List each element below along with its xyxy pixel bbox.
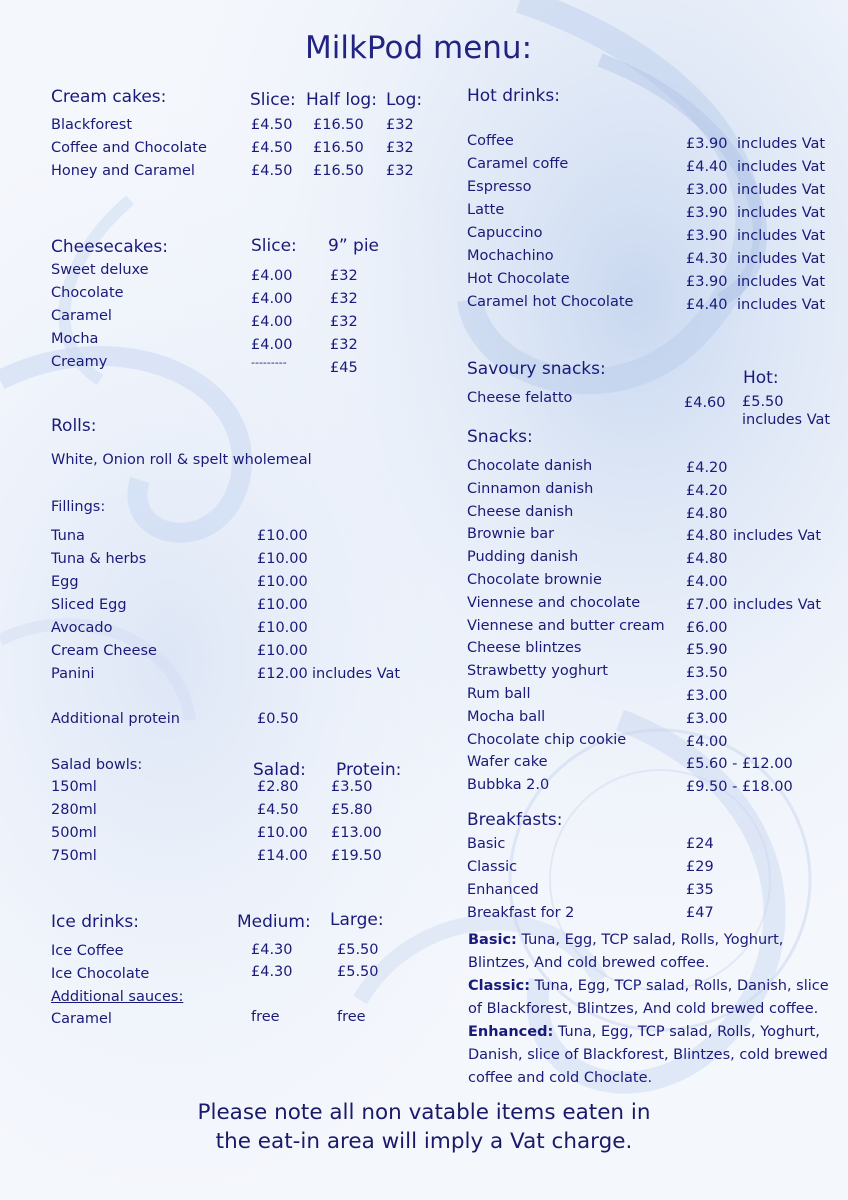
item-name: Coffee and Chocolate [51, 140, 207, 156]
list-item [467, 202, 837, 225]
list-item [51, 331, 411, 354]
list-item [467, 640, 837, 663]
vat-notice-line-1: Please note all non vatable items eaten in [197, 1100, 651, 1125]
list-item [467, 133, 837, 156]
item-name: Pudding danish [467, 549, 579, 566]
item-price: £10.00 [257, 551, 308, 567]
item-size: 150ml [51, 779, 97, 795]
list-item [467, 882, 837, 905]
item-name: Creamy [51, 354, 108, 370]
sauces-heading: Additional sauces: [51, 989, 184, 1005]
vat-note: includes Vat [742, 412, 831, 428]
item-price: £32 [330, 314, 358, 330]
item-price: free [251, 1009, 280, 1025]
item-price: £45 [330, 360, 358, 376]
item-price: £4.80 [686, 528, 728, 545]
vat-note: includes Vat [737, 136, 826, 152]
breakfast-description-basic [468, 929, 838, 975]
item-name: Panini [51, 666, 95, 682]
cream-cakes-col-halflog: Half log: [306, 90, 377, 110]
salad-bowls-list [51, 779, 431, 871]
item-price: £12.00 [257, 666, 308, 682]
list-item [51, 848, 431, 871]
description-label: Basic: [468, 932, 517, 948]
item-price: £16.50 [313, 140, 364, 156]
list-item [467, 156, 837, 179]
item-name: Chocolate danish [467, 458, 593, 474]
cream-cakes-col-log: Log: [386, 90, 423, 110]
item-price: £29 [686, 859, 714, 875]
list-item [467, 595, 837, 618]
list-item [467, 709, 837, 732]
item-size: 500ml [51, 825, 97, 841]
cream-cakes-col-slice: Slice: [250, 90, 296, 110]
item-price: £4.50 [251, 163, 293, 179]
item-price: £32 [386, 163, 414, 179]
list-item [467, 686, 837, 709]
item-price: £32 [330, 291, 358, 307]
item-price: £47 [686, 905, 714, 921]
salad-bowls-col-protein: Protein: [336, 760, 402, 780]
breakfast-description-enhanced [468, 1021, 838, 1090]
item-name: Classic [467, 859, 518, 875]
item-name: Rum ball [467, 685, 531, 702]
item-price: £4.20 [686, 460, 728, 476]
item-name: Caramel [51, 308, 112, 324]
list-item [467, 859, 837, 882]
item-price: £32 [330, 337, 358, 353]
item-name: Strawbetty yoghurt [467, 663, 608, 680]
item-name: Espresso [467, 179, 532, 195]
list-item [51, 666, 431, 689]
ice-drinks-col-medium: Medium: [237, 912, 311, 932]
item-name: Mochachino [467, 248, 554, 264]
item-price: £3.90 [686, 274, 728, 290]
list-item [467, 549, 837, 572]
cheesecakes-list [51, 262, 411, 377]
savoury-item-name: Cheese felatto [467, 390, 573, 406]
item-name: Caramel hot Chocolate [467, 294, 634, 310]
list-item [467, 572, 837, 595]
item-name: Honey and Caramel [51, 163, 195, 179]
item-price: £5.50 [337, 964, 379, 980]
cream-cakes-list [51, 117, 431, 186]
vat-notice [0, 1098, 848, 1156]
list-item [51, 163, 431, 186]
list-item [51, 643, 431, 666]
item-price: £4.00 [251, 337, 293, 353]
item-name: Bubbka 2.0 [467, 777, 550, 794]
list-item [467, 294, 837, 317]
fillings-list [51, 528, 431, 689]
item-name: Additional protein [51, 711, 180, 727]
vat-note: includes Vat [733, 596, 822, 613]
item-price: £3.00 [686, 687, 728, 704]
description-label: Classic: [468, 978, 531, 994]
cheesecakes-heading: Cheesecakes: [51, 237, 168, 257]
list-item [51, 551, 431, 574]
item-name: Cheese danish [467, 503, 574, 520]
item-price: £5.50 [337, 942, 379, 958]
item-price: £4.30 [251, 942, 293, 958]
item-name: Latte [467, 202, 505, 218]
salad-bowls-heading: Salad bowls: [51, 757, 143, 773]
list-item [51, 620, 431, 643]
list-item [51, 779, 431, 802]
cheesecakes-col-slice: Slice: [251, 236, 297, 256]
vat-note: includes Vat [737, 205, 826, 221]
list-item [51, 802, 431, 825]
item-name: Caramel coffe [467, 156, 569, 172]
list-item [51, 966, 431, 989]
item-name: Egg [51, 574, 79, 590]
item-name: Ice Coffee [51, 943, 124, 959]
breakfast-description-classic [468, 975, 838, 1021]
page-title: MilkPod menu: [305, 30, 533, 66]
savoury-snacks-heading: Savoury snacks: [467, 359, 606, 379]
item-price: --------- [251, 356, 287, 369]
list-item [467, 618, 837, 641]
item-price: £4.30 [686, 251, 728, 267]
item-price: £6.00 [686, 619, 728, 636]
description-label: Enhanced: [468, 1024, 554, 1040]
item-name: Breakfast for 2 [467, 905, 575, 921]
item-price: £35 [686, 882, 714, 898]
item-name: Basic [467, 836, 506, 852]
list-item [467, 504, 837, 527]
vat-note: includes Vat [737, 297, 826, 313]
item-price: £10.00 [257, 643, 308, 659]
list-item [51, 354, 411, 377]
item-price: £4.20 [686, 482, 728, 499]
item-price: free [337, 1009, 366, 1025]
item-price: £2.80 [257, 779, 299, 795]
item-price: £4.50 [251, 140, 293, 156]
item-name: Tuna [51, 528, 85, 544]
list-item [467, 777, 837, 800]
vat-note: includes Vat [737, 228, 826, 244]
breakfast-descriptions [468, 929, 838, 1090]
item-name: Chocolate [51, 285, 124, 301]
item-price: £7.00 [686, 596, 728, 613]
item-price: £4.00 [251, 291, 293, 307]
item-size: 280ml [51, 802, 97, 818]
ice-drinks-col-large: Large: [330, 910, 384, 930]
item-size: 750ml [51, 848, 97, 864]
item-price: £4.00 [686, 733, 728, 750]
item-price: £32 [386, 117, 414, 133]
cream-cakes-heading: Cream cakes: [51, 87, 167, 107]
item-price: £13.00 [331, 825, 382, 841]
list-item [467, 663, 837, 686]
item-price: £3.50 [331, 779, 373, 795]
item-price: £32 [386, 140, 414, 156]
item-price: £10.00 [257, 620, 308, 636]
list-item [467, 836, 837, 859]
list-item [51, 140, 431, 163]
item-name: Mocha [51, 331, 99, 347]
vat-note: includes Vat [737, 274, 826, 290]
item-price: £5.90 [686, 642, 728, 659]
ice-drinks-list [51, 943, 431, 989]
list-item [51, 117, 431, 140]
vat-note: includes Vat [733, 528, 822, 545]
item-name: Coffee [467, 133, 514, 149]
item-price: £3.90 [686, 136, 728, 152]
additional-protein [51, 711, 431, 734]
snacks-heading: Snacks: [467, 427, 533, 447]
item-price: £10.00 [257, 528, 308, 544]
item-price: £10.00 [257, 597, 308, 613]
hot-drinks-list [467, 133, 837, 317]
item-price: £3.90 [686, 228, 728, 244]
item-price: £19.50 [331, 848, 382, 864]
description-text: Tuna, Egg, TCP salad, Rolls, Danish, slice of Blackforest, Blintzes, And cold brewed coffee. [468, 978, 829, 1017]
item-price: £24 [686, 836, 714, 852]
item-name: Chocolate chip cookie [467, 731, 627, 748]
vat-note: includes Vat [737, 182, 826, 198]
list-item [467, 179, 837, 202]
list-item [51, 285, 411, 308]
item-price: £10.00 [257, 825, 308, 841]
item-price: £4.40 [686, 159, 728, 175]
item-price: £4.40 [686, 297, 728, 313]
item-price: £4.80 [686, 551, 728, 568]
item-price: £4.00 [251, 268, 293, 284]
item-price: £4.50 [257, 802, 299, 818]
breakfasts-list [467, 836, 837, 928]
list-item [51, 597, 431, 620]
item-price: £10.00 [257, 574, 308, 590]
item-name: Viennese and chocolate [467, 594, 641, 611]
list-item [51, 308, 411, 331]
list-item [51, 825, 431, 848]
salad-bowls-col-salad: Salad: [253, 760, 306, 780]
list-item [467, 754, 837, 777]
item-price: £32 [330, 268, 358, 284]
item-name: Cheese blintzes [467, 640, 582, 657]
item-price: £4.30 [251, 964, 293, 980]
snacks-list [467, 458, 837, 800]
item-price: £3.90 [686, 205, 728, 221]
item-price: £4.80 [686, 505, 728, 522]
savoury-item-hot-price: £5.50 [742, 394, 784, 410]
item-price: £16.50 [313, 117, 364, 133]
item-name: Brownie bar [467, 526, 555, 543]
cheesecakes-col-pie: 9” pie [328, 236, 379, 256]
list-item [467, 458, 837, 481]
item-name: Avocado [51, 620, 113, 636]
item-name: Hot Chocolate [467, 271, 570, 287]
item-name: Mocha ball [467, 708, 546, 725]
item-price: £9.50 - £18.00 [686, 779, 793, 796]
item-price: £14.00 [257, 848, 308, 864]
item-price: £5.60 - £12.00 [686, 756, 793, 773]
hot-drinks-heading: Hot drinks: [467, 86, 560, 106]
fillings-heading: Fillings: [51, 499, 106, 515]
rolls-heading: Rolls: [51, 416, 97, 436]
item-price: £16.50 [313, 163, 364, 179]
list-item [467, 481, 837, 504]
item-name: Wafer cake [467, 754, 548, 771]
list-item [467, 526, 837, 549]
item-name: Capuccino [467, 225, 543, 241]
list-item [51, 528, 431, 551]
list-item [467, 732, 837, 755]
savoury-item-price: £4.60 [684, 395, 726, 411]
list-item [467, 248, 837, 271]
list-item [467, 225, 837, 248]
item-price: £3.00 [686, 182, 728, 198]
item-name: Blackforest [51, 117, 133, 133]
item-price: £3.50 [686, 665, 728, 682]
list-item [51, 711, 431, 734]
breakfasts-heading: Breakfasts: [467, 810, 563, 830]
rolls-description: White, Onion roll & spelt wholemeal [51, 452, 312, 468]
item-name: Tuna & herbs [51, 551, 147, 567]
list-item [51, 1011, 431, 1034]
item-name: Viennese and butter cream [467, 617, 665, 634]
item-price: £4.50 [251, 117, 293, 133]
item-price: £5.80 [331, 802, 373, 818]
vat-note: includes Vat [312, 666, 401, 682]
item-name: Ice Chocolate [51, 966, 150, 982]
item-name: Enhanced [467, 882, 539, 898]
item-price: £0.50 [257, 711, 299, 727]
item-name: Sliced Egg [51, 597, 127, 613]
item-price: £4.00 [251, 314, 293, 330]
item-name: Chocolate brownie [467, 571, 602, 588]
item-price: £4.00 [686, 573, 728, 590]
item-name: Cream Cheese [51, 643, 157, 659]
list-item [51, 262, 411, 285]
vat-notice-line-2: the eat-in area will imply a Vat charge. [215, 1129, 633, 1154]
ice-drinks-heading: Ice drinks: [51, 912, 139, 932]
description-text: Tuna, Egg, TCP salad, Rolls, Yoghurt, Danish, slice of Blackforest, Blintzes, cold brewed coffee and cold Choclate. [468, 1024, 828, 1086]
vat-note: includes Vat [737, 251, 826, 267]
list-item [51, 943, 431, 966]
list-item [467, 271, 837, 294]
sauces-list [51, 1011, 431, 1034]
savoury-hot-label: Hot: [743, 368, 779, 388]
item-name: Sweet deluxe [51, 262, 149, 278]
list-item [467, 905, 837, 928]
item-price: £3.00 [686, 710, 728, 727]
item-name: Caramel [51, 1011, 112, 1027]
item-name: Cinnamon danish [467, 480, 594, 497]
list-item [51, 574, 431, 597]
vat-note: includes Vat [737, 159, 826, 175]
description-text: Tuna, Egg, TCP salad, Rolls, Yoghurt, Blintzes, And cold brewed coffee. [468, 932, 784, 971]
